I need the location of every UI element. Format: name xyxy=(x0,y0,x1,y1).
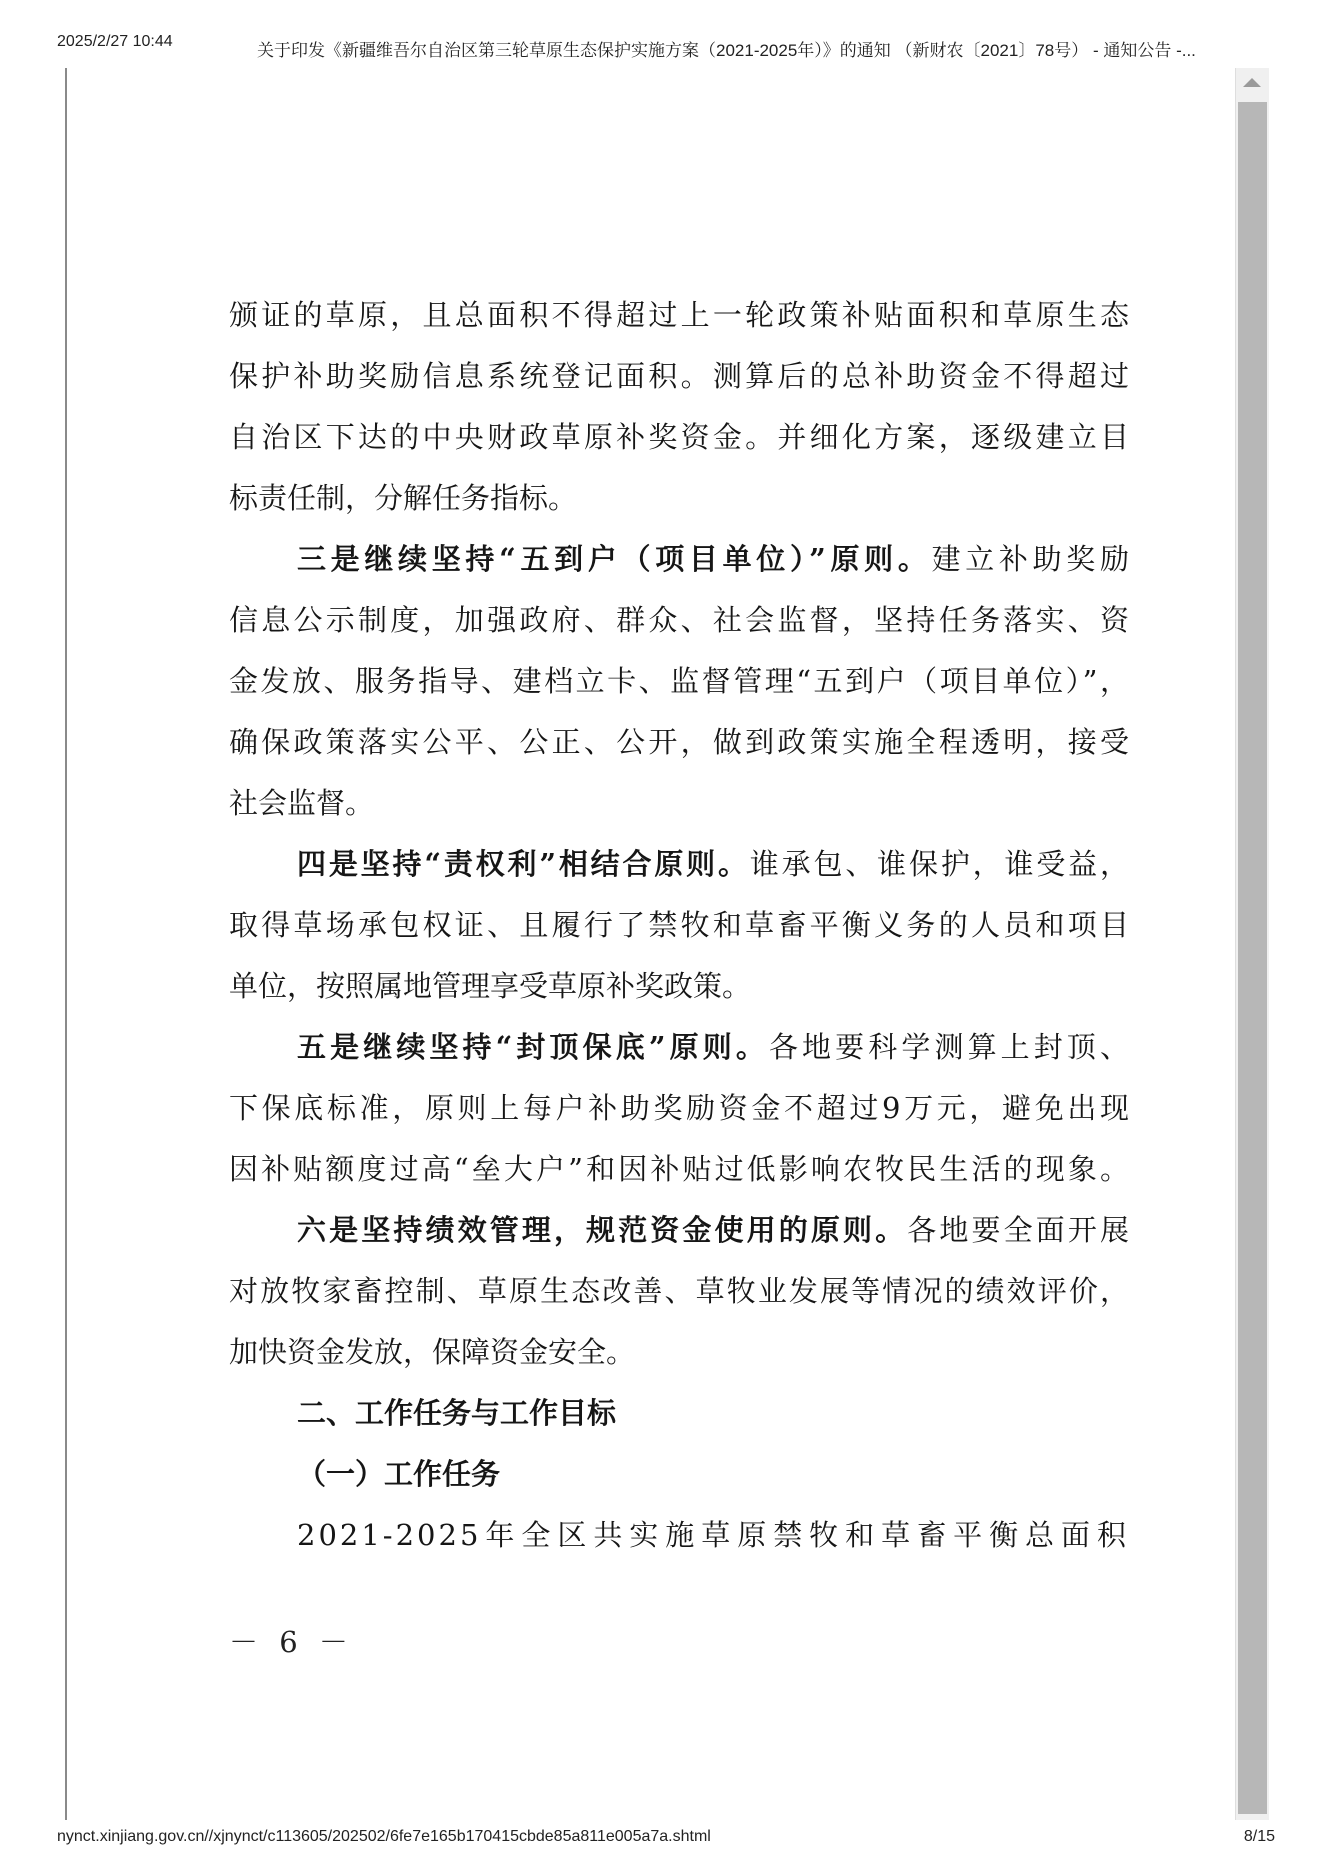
doc-line: 因补贴额度过高“垒大户”和因补贴过低影响农牧民生活的现象。 xyxy=(229,1152,1129,1186)
doc-line xyxy=(229,1200,1129,1261)
principle-heading: 六是坚持绩效管理，规范资金使用的原则。 xyxy=(297,1213,908,1247)
scrollbar-thumb[interactable] xyxy=(1238,102,1267,1814)
principle-heading: 三是继续坚持“五到户（项目单位）”原则。 xyxy=(297,542,932,576)
scroll-up-arrow-icon[interactable] xyxy=(1243,78,1261,87)
print-header xyxy=(57,30,1277,60)
page-number: － 6 － xyxy=(229,1625,354,1659)
principle-heading: 五是继续坚持“封顶保底”原则。 xyxy=(297,1030,769,1064)
doc-line: 下保底标准，原则上每户补助奖励资金不超过9万元，避免出现 xyxy=(229,1091,1129,1125)
doc-line: 信息公示制度，加强政府、群众、社会监督，坚持任务落实、资 xyxy=(229,603,1129,637)
doc-line: 对放牧家畜控制、草原生态改善、草牧业发展等情况的绩效评价， xyxy=(229,1274,1129,1308)
principle-heading: 四是坚持“责权利”相结合原则。 xyxy=(297,847,750,881)
doc-line: 取得草场承包权证、且履行了禁牧和草畜平衡义务的人员和项目 xyxy=(229,908,1129,942)
print-pager: 8/15 xyxy=(1243,1828,1275,1845)
doc-line: 社会监督。 xyxy=(229,786,375,820)
section-heading: 二、工作任务与工作目标 xyxy=(297,1396,617,1430)
principle-text: 各地要全面开展 xyxy=(907,1213,1129,1247)
doc-line: 颁证的草原，且总面积不得超过上一轮政策补贴面积和草原生态 xyxy=(229,298,1129,332)
scrollbar[interactable] xyxy=(1235,68,1269,1820)
doc-line: 单位，按照属地管理享受草原补奖政策。 xyxy=(229,969,752,1003)
frame-left-border xyxy=(65,68,67,1820)
doc-line: 确保政策落实公平、公正、公开，做到政策实施全程透明，接受 xyxy=(229,725,1129,759)
principle-text: 各地要科学测算上封顶、 xyxy=(768,1030,1129,1064)
doc-line: 2021-2025年全区共实施草原禁牧和草畜平衡总面积 xyxy=(297,1518,1129,1552)
print-date: 2025/2/27 10:44 xyxy=(57,33,173,50)
subsection-heading: （一）工作任务 xyxy=(297,1457,501,1491)
doc-line: 自治区下达的中央财政草原补奖资金。并细化方案，逐级建立目 xyxy=(229,420,1129,454)
doc-line: 标责任制，分解任务指标。 xyxy=(229,481,578,515)
doc-line: 加快资金发放，保障资金安全。 xyxy=(229,1335,636,1369)
doc-line: 保护补助奖励信息系统登记面积。测算后的总补助资金不得超过 xyxy=(229,359,1129,393)
doc-line: 金发放、服务指导、建档立卡、监督管理“五到户（项目单位）”， xyxy=(229,664,1129,698)
principle-text: 建立补助奖励 xyxy=(931,542,1129,576)
print-url: nynct.xinjiang.gov.cn//xjnynct/c113605/202502/6fe7e165b170415cbde85a811e005a7a.shtml xyxy=(57,1828,711,1845)
doc-line xyxy=(229,834,1129,895)
doc-line xyxy=(229,529,1129,590)
document-page xyxy=(229,285,1129,1566)
principle-text: 谁承包、谁保护，谁受益， xyxy=(749,847,1129,881)
doc-line xyxy=(229,1017,1129,1078)
print-page-title: 关于印发《新疆维吾尔自治区第三轮草原生态保护实施方案（2021-2025年）》的通知 （新财农〔2021〕78号） - 通知公告 -... xyxy=(257,41,1196,60)
